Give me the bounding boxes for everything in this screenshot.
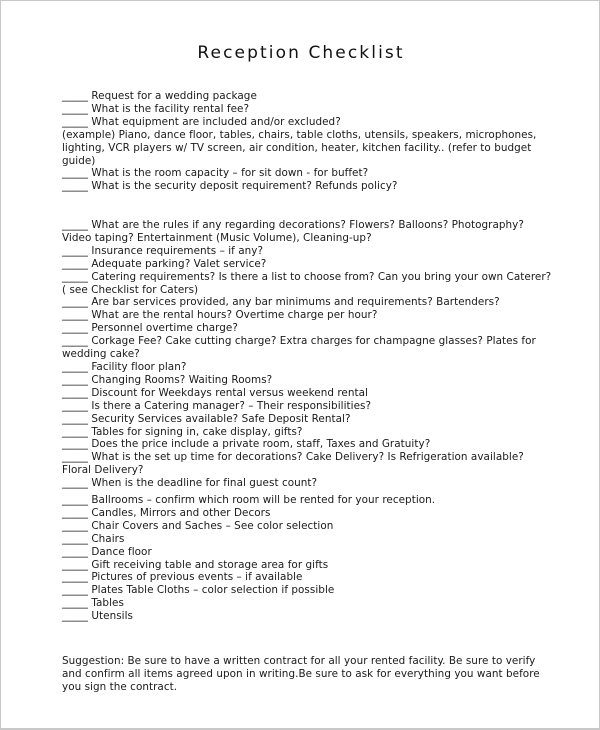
checkbox-blank-line[interactable]: _____ xyxy=(62,519,88,532)
checklist-item xyxy=(62,296,552,309)
checklist-item-text: What is the security deposit requirement? Refunds policy? xyxy=(91,180,398,193)
checklist-item xyxy=(62,400,552,413)
checklist-item xyxy=(62,245,552,258)
checklist-item-text: Changing Rooms? Waiting Rooms? xyxy=(91,373,273,386)
checkbox-blank-line[interactable]: _____ xyxy=(62,360,88,373)
checklist-item xyxy=(62,413,552,426)
checkbox-blank-line[interactable]: _____ xyxy=(62,309,88,322)
checkbox-blank-line[interactable]: _____ xyxy=(62,373,88,386)
checklist-item-text: What equipment are included and/or excluded? xyxy=(91,115,341,128)
checklist-item xyxy=(62,451,552,477)
checkbox-blank-line[interactable]: _____ xyxy=(62,257,88,270)
checkbox-blank-line[interactable]: _____ xyxy=(62,451,88,464)
checklist-item-text: What is the set up time for decorations? Cake Delivery? Is Refrigeration available? Floral Delivery? xyxy=(62,451,524,477)
checklist-item xyxy=(62,546,552,559)
checklist-item xyxy=(62,584,552,597)
checkbox-blank-line[interactable]: _____ xyxy=(62,180,88,193)
checklist-item-text: Insurance requirements – if any? xyxy=(91,244,264,257)
checkbox-blank-line[interactable]: _____ xyxy=(62,545,88,558)
checklist-item xyxy=(62,258,552,271)
checklist-item xyxy=(62,116,552,129)
checkbox-blank-line[interactable]: _____ xyxy=(62,399,88,412)
checklist-item xyxy=(62,571,552,584)
checklist-section-rentals xyxy=(62,494,552,623)
checklist-item-text: Discount for Weekdays rental versus weekend rental xyxy=(91,386,368,399)
checklist-item xyxy=(62,335,552,361)
checklist-item-text: (example) Piano, dance floor, tables, chairs, table cloths, utensils, speakers, microphones, lighting, VCR players w/ TV screen, air condition, heater, kitchen facility.. (refer to budget guide) xyxy=(62,128,537,167)
checklist-item xyxy=(62,309,552,322)
checklist-item xyxy=(62,219,552,245)
checkbox-blank-line[interactable]: _____ xyxy=(62,494,88,506)
checkbox-blank-line[interactable]: _____ xyxy=(62,90,88,102)
checkbox-blank-line[interactable]: _____ xyxy=(62,477,88,490)
checkbox-blank-line[interactable]: _____ xyxy=(62,425,88,438)
checkbox-blank-line[interactable]: _____ xyxy=(62,219,88,231)
checkbox-blank-line[interactable]: _____ xyxy=(62,506,88,519)
checklist-item-text: What is the room capacity – for sit down - for buffet? xyxy=(91,167,369,180)
checklist-item-text: Is there a Catering manager? – Their responsibilities? xyxy=(91,399,372,412)
checklist-item xyxy=(62,559,552,572)
checklist-item xyxy=(62,438,552,451)
checklist-item xyxy=(62,610,552,623)
checklist-item-text: Adequate parking? Valet service? xyxy=(91,257,267,270)
checkbox-blank-line[interactable]: _____ xyxy=(62,597,88,610)
checklist-item-text: Candles, Mirrors and other Decors xyxy=(91,506,271,519)
checklist-section-rules-and-services xyxy=(62,219,552,490)
checkbox-blank-line[interactable]: _____ xyxy=(62,270,88,283)
checklist-item xyxy=(62,477,552,490)
checklist-item xyxy=(62,374,552,387)
checklist-item-text: Ballrooms – confirm which room will be rented for your reception. xyxy=(91,494,436,506)
checkbox-blank-line[interactable]: _____ xyxy=(62,115,88,128)
checklist-item-text: Facility floor plan? xyxy=(91,360,187,373)
checklist-section-venue-basics xyxy=(62,90,552,193)
checklist-item xyxy=(62,597,552,610)
checklist-item-text: Tables for signing in, cake display, gifts? xyxy=(91,425,303,438)
checklist-item-text: What are the rental hours? Overtime charge per hour? xyxy=(91,309,378,322)
checklist-item-text: Utensils xyxy=(91,610,134,623)
checklist-item-text: Dance floor xyxy=(91,545,152,558)
checklist-note xyxy=(62,129,552,168)
checklist-item-text: Plates Table Cloths – color selection if possible xyxy=(91,584,335,597)
checklist-item-text: Chairs xyxy=(91,532,125,545)
checklist-item-text: Personnel overtime charge? xyxy=(91,322,238,335)
checklist-item-text: When is the deadline for final guest count? xyxy=(91,477,318,490)
checklist-item-text: Request for a wedding package xyxy=(91,90,257,102)
checkbox-blank-line[interactable]: _____ xyxy=(62,167,88,180)
checklist-item-text: Corkage Fee? Cake cutting charge? Extra charges for champagne glasses? Plates for wedding cake? xyxy=(62,335,536,361)
checklist-item xyxy=(62,103,552,116)
suggestion-note: Suggestion: Be sure to have a written contract for all your rented facility. Be sure to verify and confirm all items agreed upon in writing.Be sure to ask for everything you want before you sign the contract. xyxy=(62,655,540,693)
checkbox-blank-line[interactable]: _____ xyxy=(62,571,88,584)
checklist-item xyxy=(62,533,552,546)
checklist-item-text: Chair Covers and Saches – See color selection xyxy=(91,519,334,532)
checkbox-blank-line[interactable]: _____ xyxy=(62,102,88,115)
checklist-item xyxy=(62,90,552,103)
checkbox-blank-line[interactable]: _____ xyxy=(62,296,88,309)
checklist-item-text: Security Services available? Safe Deposit Rental? xyxy=(91,412,351,425)
checklist-item xyxy=(62,507,552,520)
checklist-item-text: What are the rules if any regarding decorations? Flowers? Balloons? Photography? Video taping? Entertainment (Music Volume), Cleaning-up? xyxy=(62,219,524,244)
checklist-item xyxy=(62,271,552,297)
checkbox-blank-line[interactable]: _____ xyxy=(62,558,88,571)
checklist-item xyxy=(62,322,552,335)
checklist-item xyxy=(62,520,552,533)
checkbox-blank-line[interactable]: _____ xyxy=(62,322,88,335)
checkbox-blank-line[interactable]: _____ xyxy=(62,438,88,451)
checkbox-blank-line[interactable]: _____ xyxy=(62,335,88,348)
checklist-item xyxy=(62,167,552,180)
checklist-item xyxy=(62,387,552,400)
checklist-item-text: Pictures of previous events – if available xyxy=(91,571,303,584)
checklist-item-text: Tables xyxy=(91,597,124,610)
checkbox-blank-line[interactable]: _____ xyxy=(62,610,88,623)
checkbox-blank-line[interactable]: _____ xyxy=(62,386,88,399)
checkbox-blank-line[interactable]: _____ xyxy=(62,532,88,545)
checkbox-blank-line[interactable]: _____ xyxy=(62,412,88,425)
checklist-item-text: Does the price include a private room, staff, Taxes and Gratuity? xyxy=(91,438,431,451)
page-title: Reception Checklist xyxy=(197,43,405,63)
checkbox-blank-line[interactable]: _____ xyxy=(62,244,88,257)
checklist-item-text: Gift receiving table and storage area for gifts xyxy=(91,558,329,571)
checklist-item-text: What is the facility rental fee? xyxy=(91,102,250,115)
checklist-item xyxy=(62,180,552,193)
checklist-item xyxy=(62,361,552,374)
checkbox-blank-line[interactable]: _____ xyxy=(62,584,88,597)
checklist-item-text: Catering requirements? Is there a list to choose from? Can you bring your own Caterer? ( see Checklist for Caters) xyxy=(62,270,552,296)
checklist-item xyxy=(62,494,552,507)
checklist-item-text: Are bar services provided, any bar minimums and requirements? Bartenders? xyxy=(91,296,500,309)
checklist-item xyxy=(62,426,552,439)
